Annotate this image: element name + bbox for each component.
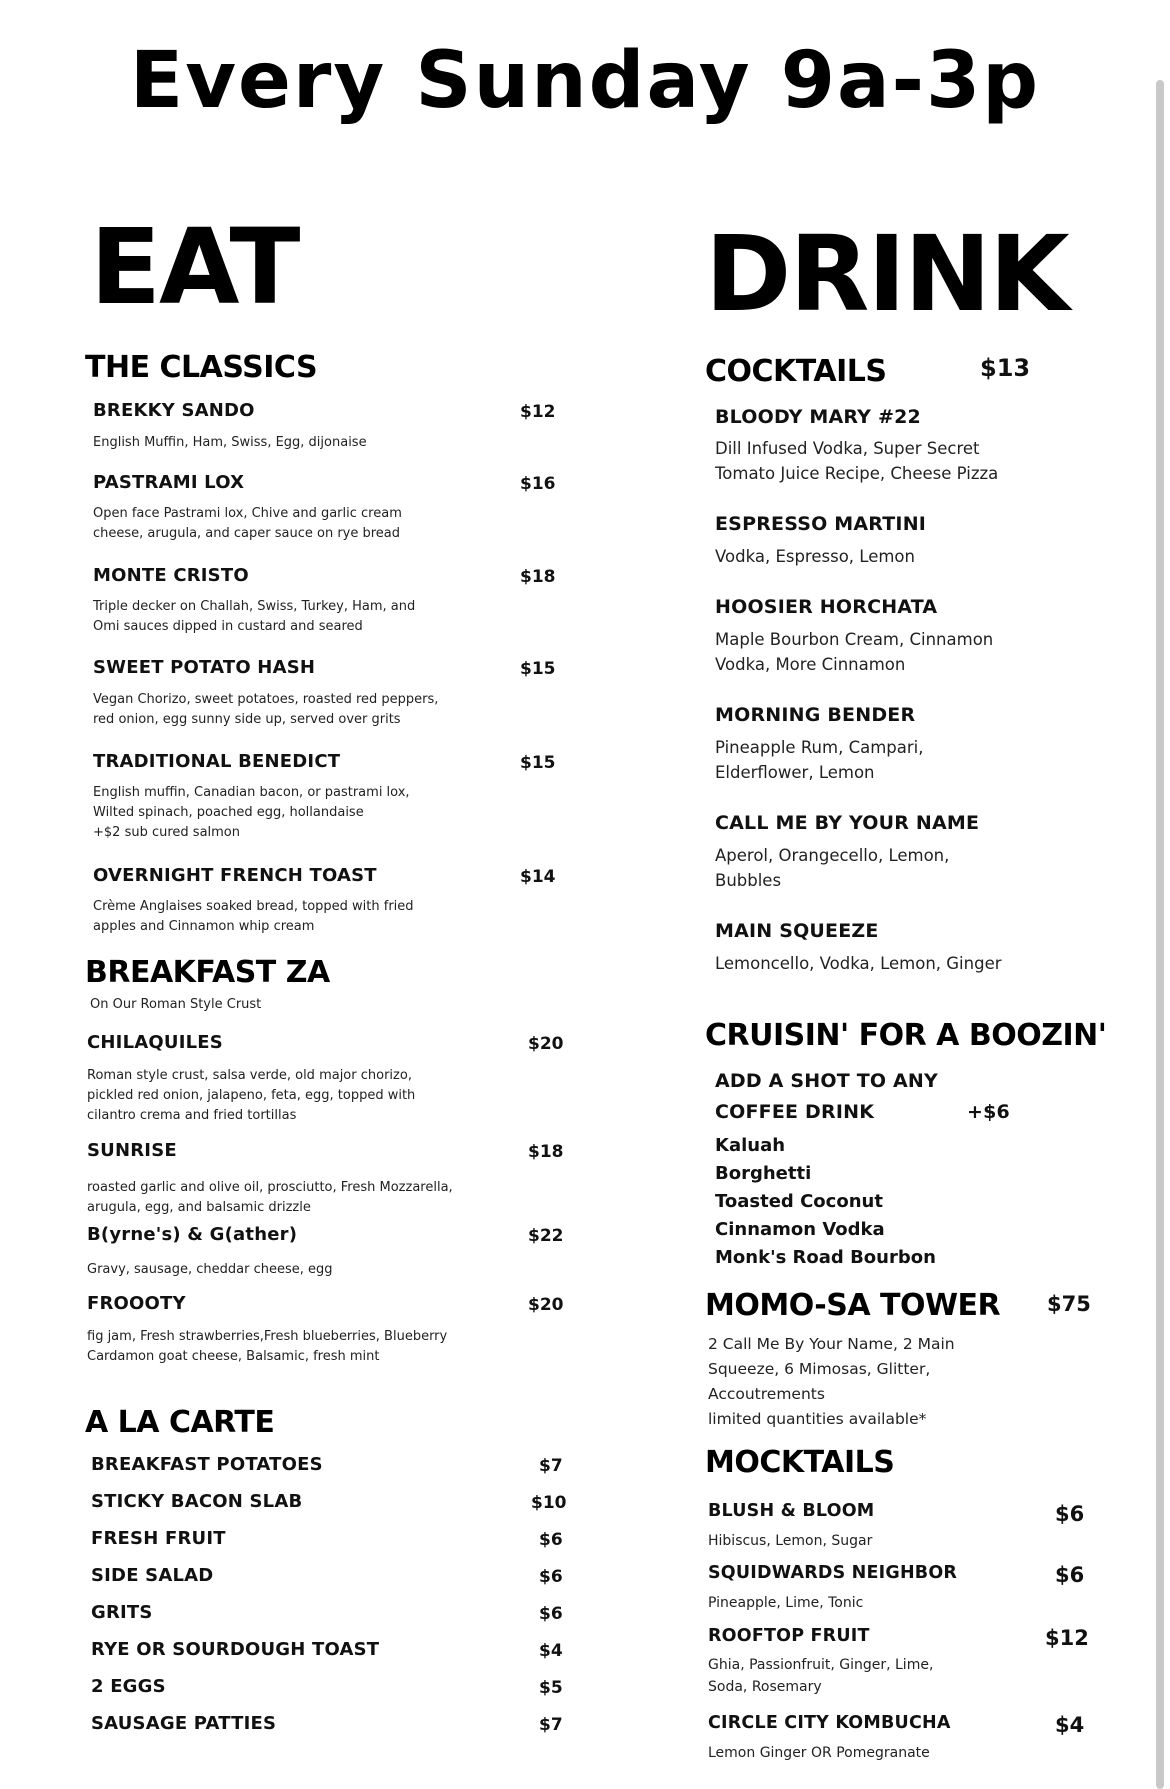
- menu-item-price: $14: [520, 867, 556, 887]
- momosa-price: $75: [1047, 1292, 1091, 1316]
- menu-item-price: $15: [520, 753, 556, 773]
- page-banner: Every Sunday 9a-3p: [129, 36, 1041, 126]
- scrollbar[interactable]: [1156, 80, 1164, 1789]
- menu-item-price: $7: [539, 1715, 563, 1735]
- menu-item-name: TRADITIONAL BENEDICT: [93, 751, 341, 772]
- cocktail-desc: Vodka, Espresso, Lemon: [715, 547, 915, 566]
- menu-item-name: FROOOTY: [87, 1293, 186, 1314]
- breakfast-za-heading: BREAKFAST ZA: [85, 955, 330, 990]
- menu-item-price: $16: [520, 474, 556, 494]
- momosa-desc: 2 Call Me By Your Name, 2 Main Squeeze, 6 Mimosas, Glitter, Accoutrements limited quantities available*: [708, 1335, 955, 1428]
- menu-item-name: 2 EGGS: [91, 1676, 166, 1697]
- menu-item-name: CHILAQUILES: [87, 1032, 223, 1053]
- mocktail-price: $4: [1055, 1713, 1085, 1737]
- mocktail-desc: Hibiscus, Lemon, Sugar: [708, 1533, 873, 1549]
- cocktail-desc: Pineapple Rum, Campari, Elderflower, Lemon: [715, 738, 924, 782]
- menu-item-name: SIDE SALAD: [91, 1565, 214, 1586]
- drink-heading: DRINK: [705, 213, 1068, 335]
- menu-item-desc: fig jam, Fresh strawberries,Fresh blueberries, Blueberry Cardamon goat cheese, Balsamic, fresh mint: [87, 1329, 448, 1364]
- mocktail-name: ROOFTOP FRUIT: [708, 1626, 870, 1646]
- menu-item-name: FRESH FRUIT: [91, 1528, 226, 1549]
- menu-item-desc: Gravy, sausage, cheddar cheese, egg: [87, 1262, 333, 1277]
- menu-item-desc: Triple decker on Challah, Swiss, Turkey, Ham, and Omi sauces dipped in custard and seared: [93, 599, 416, 634]
- mocktail-name: CIRCLE CITY KOMBUCHA: [708, 1713, 951, 1733]
- add-shot-line1: ADD A SHOT TO ANY: [715, 1070, 938, 1092]
- menu-item-price: $10: [531, 1493, 567, 1513]
- menu-item-price: $4: [539, 1641, 563, 1661]
- menu-item-name: MONTE CRISTO: [93, 565, 249, 586]
- menu-item-desc: Roman style crust, salsa verde, old major chorizo, pickled red onion, jalapeno, feta, egg, topped with cilantro crema and fried tortillas: [87, 1068, 416, 1123]
- menu-item-price: $22: [528, 1226, 564, 1246]
- shot-options-list: [715, 1132, 936, 1272]
- list-item: Kaluah: [715, 1135, 786, 1156]
- cocktail-name: ESPRESSO MARTINI: [715, 513, 927, 535]
- eat-heading: EAT: [90, 206, 299, 328]
- mocktails-heading: MOCKTAILS: [705, 1445, 895, 1480]
- mocktail-price: $6: [1055, 1563, 1085, 1587]
- cocktails-price: $13: [980, 354, 1031, 382]
- menu-item-desc: English Muffin, Ham, Swiss, Egg, dijonaise: [93, 435, 367, 450]
- menu-item-price: $6: [539, 1567, 563, 1587]
- menu-item-name: BREKKY SANDO: [93, 400, 255, 421]
- mocktail-desc: Pineapple, Lime, Tonic: [708, 1595, 864, 1611]
- menu-item-name: GRITS: [91, 1602, 153, 1623]
- menu-item-price: $20: [528, 1295, 564, 1315]
- momosa-heading: MOMO-SA TOWER: [705, 1288, 1001, 1323]
- menu-item-name: SAUSAGE PATTIES: [91, 1713, 277, 1734]
- menu-item-desc: roasted garlic and olive oil, prosciutto, Fresh Mozzarella, arugula, egg, and balsamic drizzle: [87, 1180, 453, 1215]
- menu-item-name: SUNRISE: [87, 1140, 177, 1161]
- cocktail-name: HOOSIER HORCHATA: [715, 596, 938, 618]
- menu-item-desc: Vegan Chorizo, sweet potatoes, roasted red peppers, red onion, egg sunny side up, served over grits: [93, 692, 439, 727]
- menu-item-price: $5: [539, 1678, 563, 1698]
- mocktail-desc: Ghia, Passionfruit, Ginger, Lime, Soda, Rosemary: [708, 1657, 934, 1695]
- menu-item-price: $20: [528, 1034, 564, 1054]
- add-shot-price: +$6: [967, 1101, 1010, 1123]
- menu-item-name: PASTRAMI LOX: [93, 472, 245, 493]
- a-la-carte-heading: A LA CARTE: [85, 1405, 275, 1440]
- cocktails-heading: COCKTAILS: [705, 354, 887, 389]
- menu-item-price: $6: [539, 1530, 563, 1550]
- list-item: Monk's Road Bourbon: [715, 1247, 936, 1268]
- menu-item-price: $18: [520, 567, 556, 587]
- mocktail-price: $12: [1045, 1626, 1089, 1650]
- menu-item-name: SWEET POTATO HASH: [93, 657, 316, 678]
- cocktail-desc: Dill Infused Vodka, Super Secret Tomato Juice Recipe, Cheese Pizza: [715, 439, 999, 483]
- list-item: Toasted Coconut: [715, 1191, 883, 1212]
- cocktail-name: BLOODY MARY #22: [715, 406, 921, 428]
- menu-item-desc: Crème Anglaises soaked bread, topped with fried apples and Cinnamon whip cream: [93, 899, 414, 934]
- cocktail-name: CALL ME BY YOUR NAME: [715, 812, 980, 834]
- menu-item-name: STICKY BACON SLAB: [91, 1491, 303, 1512]
- menu-item-name: OVERNIGHT FRENCH TOAST: [93, 865, 377, 886]
- cocktail-desc: Aperol, Orangecello, Lemon, Bubbles: [715, 846, 950, 890]
- menu-item-name: BREAKFAST POTATOES: [91, 1454, 323, 1475]
- menu-item-price: $7: [539, 1456, 563, 1476]
- mocktail-price: $6: [1055, 1502, 1085, 1526]
- add-shot-line2: COFFEE DRINK: [715, 1101, 875, 1123]
- mocktail-desc: Lemon Ginger OR Pomegranate: [708, 1745, 930, 1761]
- mocktail-name: BLUSH & BLOOM: [708, 1501, 875, 1521]
- menu-item-price: $18: [528, 1142, 564, 1162]
- cocktail-name: MAIN SQUEEZE: [715, 920, 879, 942]
- list-item: Cinnamon Vodka: [715, 1219, 885, 1240]
- list-item: Borghetti: [715, 1163, 812, 1184]
- menu-item-price: $12: [520, 402, 556, 422]
- breakfast-za-subtitle: On Our Roman Style Crust: [90, 997, 262, 1012]
- menu-item-price: $15: [520, 659, 556, 679]
- menu-item-name: RYE OR SOURDOUGH TOAST: [91, 1639, 380, 1660]
- cocktail-name: MORNING BENDER: [715, 704, 916, 726]
- cocktail-desc: Lemoncello, Vodka, Lemon, Ginger: [715, 954, 1002, 973]
- classics-heading: THE CLASSICS: [85, 350, 318, 385]
- menu-item-desc: Open face Pastrami lox, Chive and garlic cream cheese, arugula, and caper sauce on rye bread: [93, 506, 402, 541]
- cruisin-heading: CRUISIN' FOR A BOOZIN': [705, 1018, 1107, 1053]
- cocktail-desc: Maple Bourbon Cream, Cinnamon Vodka, More Cinnamon: [715, 630, 994, 674]
- mocktail-name: SQUIDWARDS NEIGHBOR: [708, 1563, 958, 1583]
- menu-item-price: $6: [539, 1604, 563, 1624]
- menu-item-desc: English muffin, Canadian bacon, or pastrami lox, Wilted spinach, poached egg, hollandaise +$2 sub cured salmon: [93, 785, 410, 840]
- menu-item-name: B(yrne's) & G(ather): [87, 1224, 298, 1245]
